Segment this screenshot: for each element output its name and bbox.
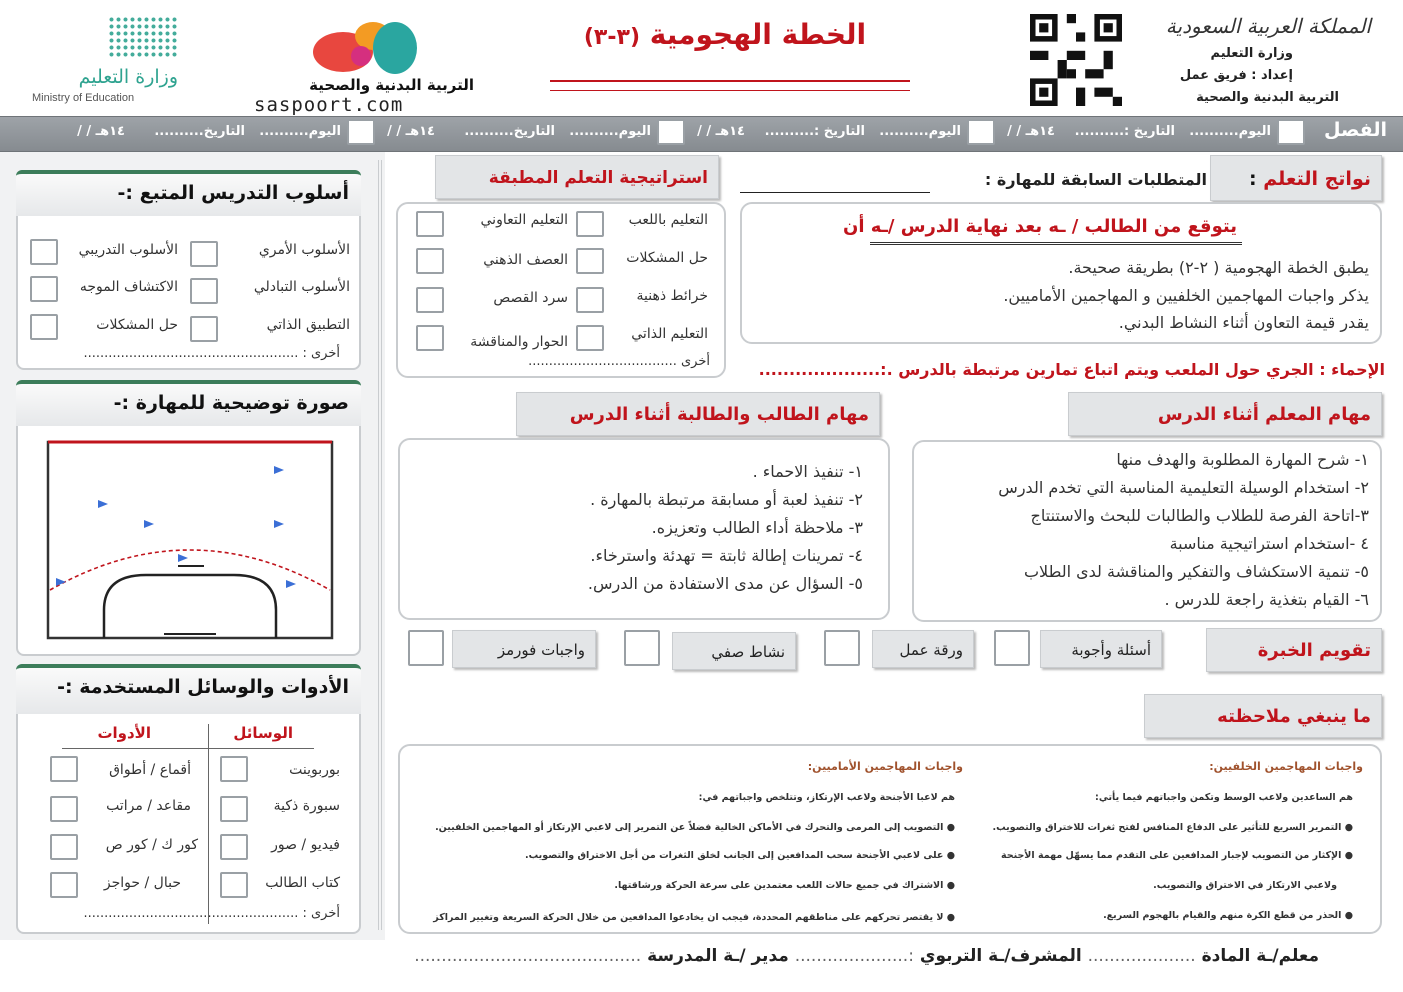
- col-tools-header: الأدوات: [97, 724, 151, 742]
- tools-item: كور ك / كور ص: [105, 837, 198, 853]
- date-dots: ..........: [1074, 124, 1125, 139]
- strategy-checkbox[interactable]: [576, 287, 604, 313]
- day-label-3: [569, 124, 651, 139]
- outcome-item: يطبق الخطة الهجومية ( ٢-٢) بطريقة صحيحة.: [1068, 258, 1369, 277]
- eval-checkbox[interactable]: [624, 630, 660, 666]
- title-underline-2: [550, 90, 910, 91]
- eval-option: واجبات فورمز: [452, 630, 596, 668]
- strategy-tab: استراتيجية التعلم المطبقة: [435, 155, 719, 199]
- notes-front-item: ● على لاعبي الأجنحة سحب المدافعين إلى الجانب لخلق الثغرات من أجل الاختراق والتصويب.: [525, 850, 955, 861]
- day-dots: ..........: [259, 124, 309, 139]
- means-checkbox[interactable]: [220, 756, 248, 782]
- strategy-checkbox[interactable]: [576, 248, 604, 274]
- supervisor-signature-label: المشرف/ـة التربوي: [919, 946, 1082, 966]
- style-item: التطبيق الذاتي: [266, 317, 350, 333]
- means-checkbox[interactable]: [220, 834, 248, 860]
- date-label-text: التاريخ :: [1124, 124, 1175, 139]
- means-checkbox[interactable]: [220, 796, 248, 822]
- strategy-item: التعليم الذاتي: [631, 326, 708, 342]
- means-item: بوربوينت: [289, 762, 340, 778]
- slashes: / /: [1007, 124, 1022, 139]
- qr-code-icon: [1026, 14, 1126, 106]
- notes-front-item: ● لا يقتصر تحركهم على مناطقهم المحددة، فيجب ان يخادعوا المدافعين من خلال الحركة السريعة وتغيير المراكز: [433, 912, 955, 923]
- notes-back-item: ولاعبي الارتكاز في الاختراق والتصويب.: [1153, 880, 1337, 891]
- strategy-item: التعليم باللعب: [628, 212, 708, 228]
- notes-front-item-text: على لاعبي الأجنحة سحب المدافعين إلى الجانب لخلق الثغرات من أجل الاختراق والتصويب.: [525, 850, 944, 861]
- strategy-checkbox[interactable]: [416, 287, 444, 313]
- notes-back-title: واجبات المهاجمين الخلفيين:: [1209, 760, 1363, 773]
- page-title: [560, 18, 890, 51]
- dept-text: التربية البدنية والصحية: [1196, 90, 1339, 105]
- principal-signature-dots[interactable]: ..........................................: [414, 946, 642, 966]
- notes-front-item: ● التصويب إلى المرمى والتحرك في الأماكن الخالية فضلاً عن التمرير إلى لاعبي الإرتكاز أو المهاجمين الخلفيين.: [435, 822, 955, 833]
- warmup-text: الجري حول الملعب ويتم اتباع تمارين مرتبطة بالدرس .:....................: [758, 360, 1314, 379]
- day-label-4: [259, 124, 341, 139]
- outcomes-tab-colon: :: [1248, 168, 1257, 190]
- principal-signature-label: مدير /ـة المدرسة: [647, 946, 789, 966]
- class-input-box[interactable]: [1277, 119, 1305, 145]
- strategy-item: حل المشكلات: [626, 250, 708, 266]
- pe-logo-text: التربية البدنية والصحية: [309, 76, 474, 94]
- style-item: الاكتشاف الموجه: [79, 279, 178, 295]
- notes-back-item: ● التمرير السريع للتأثير على الدفاع المنافس لفتح ثغرات للاختراق والتصويب.: [992, 822, 1353, 833]
- date-group-3: [380, 118, 685, 148]
- notes-tab: ما ينبغي ملاحظته: [1144, 694, 1382, 738]
- date-label-3: [464, 124, 555, 139]
- day-label-text: اليوم: [928, 124, 961, 139]
- notes-front-item-text: التصويب إلى المرمى والتحرك في الأماكن الخالية فضلاً عن التمرير إلى لاعبي الإرتكاز أو المهاجمين الخلفيين.: [435, 822, 944, 833]
- moe-dots-icon: [108, 16, 178, 58]
- title-text: الخطة الهجومية: [649, 18, 867, 51]
- date-dots: ..........: [764, 124, 815, 139]
- strategy-other[interactable]: أخرى ....................................: [528, 354, 710, 369]
- student-task-item: ١- تنفيذ الاحماء .: [752, 462, 863, 481]
- outcome-item: يذكر واجبات المهاجمين الخلفيين و المهاجمين الأماميين.: [1003, 286, 1369, 305]
- teacher-signature-label: معلم/ـة المادة: [1201, 946, 1319, 966]
- tools-checkbox[interactable]: [50, 756, 78, 782]
- date-label-4: [154, 124, 245, 139]
- day-dots: ..........: [879, 124, 929, 139]
- col-means-header: الوسائل: [233, 724, 293, 742]
- evaluation-tab: تقويم الخبرة: [1206, 628, 1382, 672]
- slashes: / /: [387, 124, 402, 139]
- strategy-item: التعليم التعاوني: [480, 212, 568, 228]
- date-year-2: [697, 124, 745, 139]
- date-year-3: [387, 124, 435, 139]
- teacher-task-item: ٢- استخدام الوسيلة التعليمية المناسبة التي تخدم الدرس: [998, 478, 1369, 497]
- title-number: (٣-٣): [583, 25, 640, 50]
- date-year-4: [77, 124, 125, 139]
- day-dots: ..........: [1189, 124, 1239, 139]
- notes-front-item: ● الاشتراك في جميع حالات اللعب معتمدين على سرعة الحركة ورشاقتها.: [614, 880, 955, 891]
- date-label-text: التاريخ: [203, 124, 245, 139]
- style-item: الأسلوب التبادلي: [253, 279, 350, 295]
- style-checkbox[interactable]: [30, 276, 58, 302]
- strategy-item: سرد القصص: [493, 290, 568, 306]
- year-text: ١٤هـ: [715, 124, 745, 139]
- strategy-checkbox[interactable]: [576, 211, 604, 237]
- tools-item: مقاعد / مراتب: [106, 798, 191, 814]
- day-label-text: اليوم: [308, 124, 341, 139]
- notes-back-item: ● الإكثار من التصويب لإجبار المدافعين على التقدم مما يسهّل مهمة الأجنحة: [1000, 850, 1353, 861]
- teacher-task-item: ١- شرح المهارة المطلوبة والهدف منها: [1116, 450, 1369, 469]
- eval-checkbox[interactable]: [824, 630, 860, 666]
- teacher-task-item: ٣-اتاحة الفرصة للطلاب والطالبات للبحث والاستنتاج: [1030, 506, 1369, 525]
- class-label: الفصل: [1323, 119, 1387, 141]
- strategy-item: العصف الذهني: [483, 252, 568, 268]
- day-input-box-3[interactable]: [657, 119, 685, 145]
- outcome-item: يقدر قيمة التعاون أثناء النشاط البدني.: [1118, 313, 1369, 332]
- prepared-text: إعداد : فريق عمل: [1179, 68, 1293, 83]
- student-task-item: ٤- تمرينات إطالة ثابتة = تهدئة واسترخاء.: [590, 546, 863, 565]
- prereq-input-line[interactable]: [740, 192, 930, 193]
- day-label-text: اليوم: [618, 124, 651, 139]
- pe-logo-site: saspoort.com: [254, 94, 404, 116]
- strategy-item: الحوار والمناقشة: [470, 334, 568, 350]
- outcomes-tab-label: نواتج التعلم: [1263, 168, 1371, 190]
- day-input-box-4[interactable]: [347, 119, 375, 145]
- outcomes-expect: يتوقع من الطالب / ـه بعد نهاية الدرس /ـه أن: [843, 216, 1237, 237]
- notes-front-item-text: الاشتراك في جميع حالات اللعب معتمدين على سرعة الحركة ورشاقتها.: [614, 880, 944, 891]
- tools-divider-h: [62, 748, 314, 749]
- means-item: كتاب الطالب: [265, 875, 340, 891]
- teaching-style-title: أسلوب التدريس المتبع :-: [16, 170, 361, 216]
- warmup-row: [759, 360, 1385, 379]
- skill-image-title: صورة توضيحية للمهارة :-: [16, 380, 361, 426]
- eval-checkbox[interactable]: [994, 630, 1030, 666]
- date-label-text: التاريخ: [513, 124, 555, 139]
- strategy-checkbox[interactable]: [416, 211, 444, 237]
- student-task-item: ٣- ملاحظة أداء الطالب وتعزيزه.: [651, 518, 863, 537]
- style-item: الأسلوب التدريبي: [78, 242, 178, 258]
- notes-front-title: واجبات المهاجمين الأماميين:: [807, 760, 963, 773]
- notes-front-item-text: لا يقتصر تحركهم على مناطقهم المحددة، فيجب ان يخادعوا المدافعين من خلال الحركة السريعة وتغيير المراكز: [433, 912, 944, 923]
- signatures-row: [414, 946, 1319, 966]
- eval-checkbox[interactable]: [408, 630, 444, 666]
- notes-back-item-text: الإكثار من التصويب لإجبار المدافعين على التقدم مما يسهّل مهمة الأجنحة: [1000, 850, 1342, 861]
- date-year-1: [1007, 124, 1055, 139]
- teacher-tasks-tab: مهام المعلم أثناء الدرس: [1068, 392, 1382, 436]
- tools-checkbox[interactable]: [50, 796, 78, 822]
- date-label-2: [765, 124, 865, 139]
- teacher-task-item: ٦- القيام بتغذية راجعة للدرس .: [1164, 590, 1369, 609]
- student-task-item: ٢- تنفيذ لعبة أو مسابقة مرتبطة بالمهارة .: [590, 490, 863, 509]
- tools-checkbox[interactable]: [50, 834, 78, 860]
- prereq-label: المتطلبات السابقة للمهارة :: [984, 170, 1207, 189]
- tools-divider-v: [208, 724, 209, 924]
- means-item: فيديو / صور: [271, 837, 340, 853]
- warmup-label: الإحماء :: [1319, 360, 1385, 379]
- eval-option: أسئلة وأجوبة: [1040, 630, 1162, 668]
- style-item: حل المشكلات: [96, 317, 178, 333]
- notes-back-intro: هم الساعدين ولاعب الوسط وتكمن واجباتهم فيما يأتي:: [1095, 792, 1353, 803]
- date-label-text: التاريخ :: [814, 124, 865, 139]
- tools-item: أقماع / أطواق: [109, 762, 191, 778]
- teacher-signature-dots[interactable]: ....................: [1087, 946, 1196, 966]
- title-underline: [550, 80, 910, 82]
- style-item: الأسلوب الأمري: [258, 242, 350, 258]
- year-text: ١٤هـ: [95, 124, 125, 139]
- ministry-text: وزارة التعليم: [1210, 46, 1293, 61]
- court-diagram: [46, 440, 334, 640]
- sidebar-divider: [378, 160, 382, 930]
- supervisor-signature-dots[interactable]: :.....................: [794, 946, 914, 966]
- tools-item: حبال / حواجز: [103, 875, 181, 891]
- moe-logo: [22, 14, 192, 109]
- style-checkbox[interactable]: [190, 241, 218, 267]
- day-label-text: اليوم: [1238, 124, 1271, 139]
- eval-option: نشاط صفي: [672, 632, 796, 670]
- outcomes-tab: [1210, 155, 1382, 201]
- kingdom-text: المملكة العربية السعودية: [1165, 14, 1371, 38]
- moe-ar: وزارة التعليم: [78, 66, 178, 88]
- style-other[interactable]: أخرى : ....................................................: [83, 346, 340, 361]
- date-group-2: [690, 118, 995, 148]
- tools-other[interactable]: أخرى : ....................................................: [83, 906, 340, 921]
- notes-back-item-text: التمرير السريع للتأثير على الدفاع المنافس لفتح ثغرات للاختراق والتصويب.: [992, 822, 1342, 833]
- pe-logo-icon: [303, 12, 423, 80]
- teacher-task-item: ٤ -استخدام استراتيجية مناسبة: [1169, 534, 1369, 553]
- tools-title: الأدوات والوسائل المستخدمة :-: [16, 664, 361, 714]
- slashes: / /: [77, 124, 92, 139]
- day-label-1: [1189, 124, 1271, 139]
- style-checkbox[interactable]: [30, 239, 58, 265]
- expect-underline: [870, 242, 1242, 245]
- style-checkbox[interactable]: [190, 278, 218, 304]
- date-label-1: [1075, 124, 1175, 139]
- style-checkbox[interactable]: [190, 316, 218, 342]
- slashes: / /: [697, 124, 712, 139]
- date-dots: ..........: [464, 124, 514, 139]
- date-group-4: [60, 118, 375, 148]
- moe-en: Ministry of Education: [32, 92, 135, 104]
- day-label-2: [879, 124, 961, 139]
- header: [0, 0, 1403, 115]
- date-group-1: [1000, 118, 1305, 148]
- tools-checkbox[interactable]: [50, 872, 78, 898]
- date-dots: ..........: [154, 124, 204, 139]
- notes-back-item: ● الحذر من قطع الكرة منهم والقيام بالهجوم السريع.: [1103, 910, 1353, 921]
- style-checkbox[interactable]: [30, 314, 58, 340]
- day-dots: ..........: [569, 124, 619, 139]
- notes-front-intro: هم لاعبا الأجنحة ولاعب الإرتكاز، وتتلخص واجباتهم في:: [698, 792, 955, 803]
- strategy-checkbox[interactable]: [416, 325, 444, 351]
- year-text: ١٤هـ: [405, 124, 435, 139]
- eval-option: ورقة عمل: [872, 630, 974, 668]
- day-input-box-2[interactable]: [967, 119, 995, 145]
- means-item: سبورة ذكية: [273, 798, 340, 814]
- strategy-checkbox[interactable]: [576, 325, 604, 351]
- year-text: ١٤هـ: [1025, 124, 1055, 139]
- means-checkbox[interactable]: [220, 872, 248, 898]
- student-tasks-tab: مهام الطالب والطالبة أثناء الدرس: [516, 392, 880, 436]
- student-task-item: ٥- السؤال عن مدى الاستفادة من الدرس.: [587, 574, 863, 593]
- strategy-checkbox[interactable]: [416, 248, 444, 274]
- strategy-item: خرائط ذهنية: [636, 288, 708, 304]
- pe-logo: [248, 12, 480, 116]
- notes-back-item-text: الحذر من قطع الكرة منهم والقيام بالهجوم السريع.: [1103, 910, 1342, 921]
- teacher-task-item: ٥- تنمية الاستكشاف والتفكير والمناقشة لدى الطلاب: [1023, 562, 1369, 581]
